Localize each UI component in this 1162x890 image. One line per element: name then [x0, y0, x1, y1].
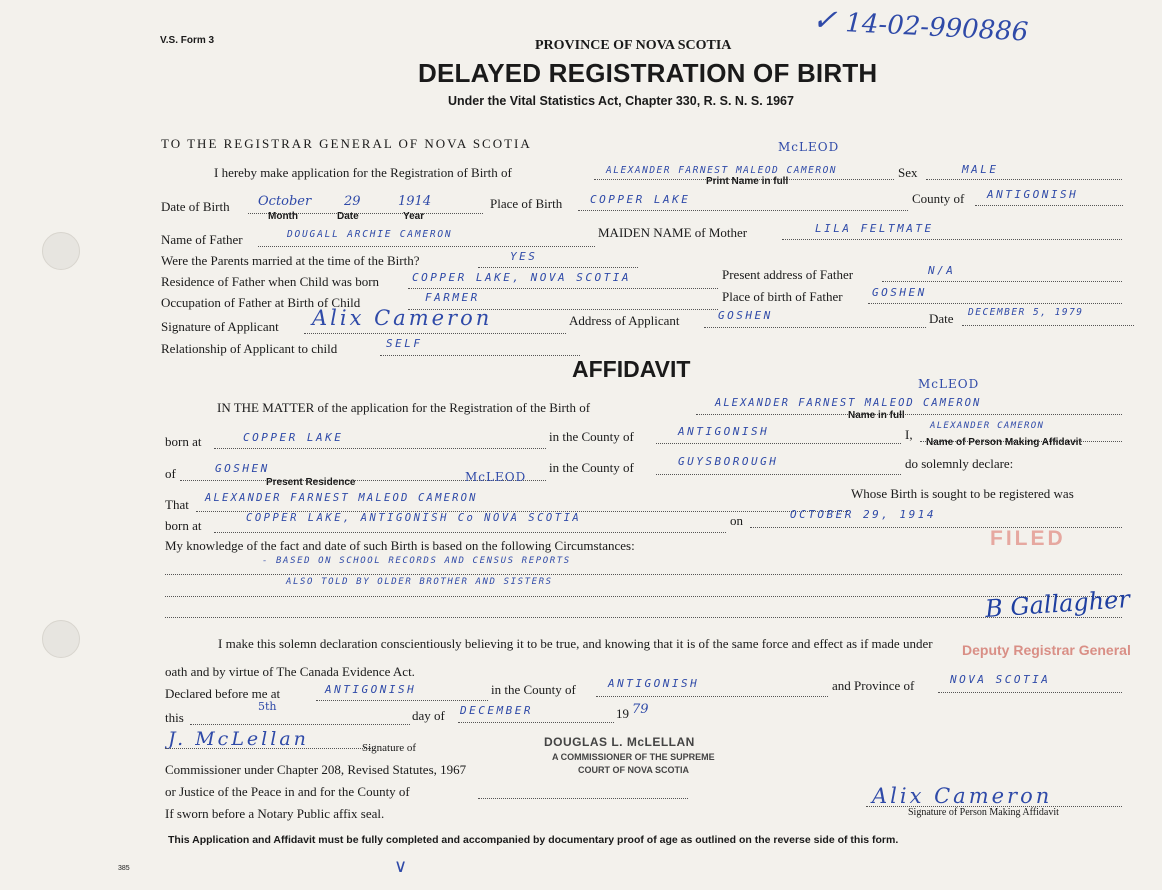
applicant-signature-value: Alix Cameron [312, 306, 493, 330]
born-at2-value: COPPER LAKE, ANTIGONISH Co NOVA SCOTIA [246, 512, 582, 524]
year-caption: Year [403, 211, 425, 222]
sex-value: MALE [962, 163, 999, 176]
in-county-label-2: in the County of [549, 460, 634, 475]
date-caption: Date [337, 211, 359, 222]
date-label: Date [929, 311, 954, 326]
month-caption: Month [268, 211, 298, 222]
born-at-label: born at [165, 434, 202, 449]
form-number: V.S. Form 3 [160, 35, 215, 46]
applicant-address-value: GOSHEN [718, 309, 773, 322]
print-code: 385 [118, 865, 130, 872]
county3-label: in the County of [491, 682, 576, 697]
day-value: 5th [258, 700, 277, 713]
page-subtitle: Under the Vital Statistics Act, Chapter 330, R. S. N. S. 1967 [448, 94, 794, 108]
deponent-name: ALEXANDER CAMERON [930, 421, 1045, 431]
justice-line: or Justice of the Peace in and for the County of [165, 784, 410, 799]
child-name-insert: McLEOD [778, 140, 840, 154]
month-value: DECEMBER [460, 704, 533, 717]
child-name: ALEXANDER FARNEST MALEOD CAMERON [606, 165, 838, 176]
whose-birth-label: Whose Birth is sought to be registered was [851, 486, 1074, 501]
solemn-line-1: I make this solemn declaration conscientiously believing it to be true, and knowing that it is of the same force and effect as if made under [218, 636, 933, 651]
applicant-signature-label: Signature of Applicant [161, 319, 279, 334]
print-name-caption: Print Name in full [706, 176, 789, 187]
relationship-label: Relationship of Applicant to child [161, 341, 338, 356]
that-label: That [165, 497, 189, 512]
dob-month: October [258, 194, 312, 209]
born-at2-label: born at [165, 518, 202, 533]
dob-year: 1914 [398, 194, 432, 209]
province-value: NOVA SCOTIA [950, 673, 1051, 686]
date-value: DECEMBER 5, 1979 [968, 307, 1084, 318]
name-in-full-caption: Name in full [848, 410, 905, 421]
place-of-birth-label: Place of Birth [490, 196, 563, 211]
year-prefix: 19 [616, 706, 629, 721]
dob-day: 29 [344, 194, 361, 209]
year-value: 79 [632, 702, 649, 717]
father-present-address-value: N/A [928, 264, 956, 277]
day-of-label: day of [412, 708, 445, 723]
parents-married-value: YES [510, 250, 538, 263]
commissioner-stamp-line1: A COMMISSIONER OF THE SUPREME [552, 752, 715, 762]
declared-place: ANTIGONISH [325, 683, 417, 696]
matter-name-insert: McLEOD [918, 377, 980, 391]
father-present-address-label: Present address of Father [722, 267, 854, 282]
notary-line: If sworn before a Notary Public affix seal. [165, 806, 385, 821]
father-name-value: DOUGALL ARCHIE CAMERON [287, 229, 453, 240]
father-residence-value: COPPER LAKE, NOVA SCOTIA [412, 271, 631, 284]
province-label: and Province of [832, 678, 915, 693]
footer-notice: This Application and Affidavit must be fully completed and accompanied by documentary proof of age as outlined on the reverse side of this form. [168, 834, 899, 846]
place-of-birth-value: COPPER LAKE [590, 193, 691, 206]
deponent-caption: Name of Person Making Affidavit [926, 437, 1082, 448]
county2-value: GUYSBOROUGH [678, 455, 779, 468]
that-name-insert: McLEOD [465, 470, 527, 484]
page-title: DELAYED REGISTRATION OF BIRTH [418, 58, 878, 88]
present-residence-caption: Present Residence [266, 477, 356, 488]
province-heading: PROVINCE OF NOVA SCOTIA [535, 38, 732, 53]
county3-value: ANTIGONISH [608, 677, 700, 690]
relationship-value: SELF [386, 337, 423, 350]
circumstance-2: ALSO TOLD BY OLDER BROTHER AND SISTERS [286, 577, 553, 587]
mother-maiden-value: LILA FELTMATE [815, 222, 934, 235]
knowledge-label: My knowledge of the fact and date of such Birth is based on the following Circumstances: [165, 538, 635, 553]
parents-married-label: Were the Parents married at the time of the Birth? [161, 253, 420, 268]
file-number: ✓ 14-02-990886 [811, 2, 1029, 48]
father-occupation-label: Occupation of Father at Birth of Child [161, 295, 361, 310]
filed-stamp: FILED [990, 527, 1066, 550]
on-value: OCTOBER 29, 1914 [790, 508, 936, 521]
punch-hole-top [42, 232, 80, 270]
commissioner-signature: J. McLellan [168, 728, 309, 750]
father-occupation-value: FARMER [425, 291, 480, 304]
deponent-signature: Alix Cameron [872, 784, 1053, 808]
mother-maiden-label: MAIDEN NAME of Mother [598, 225, 748, 240]
father-birthplace-value: GOSHEN [872, 286, 927, 299]
commissioner-stamp-name: DOUGLAS L. McLELLAN [544, 735, 695, 749]
deputy-registrar-stamp: Deputy Registrar General [962, 642, 1131, 658]
signature-of-caption: Signature of [362, 742, 417, 754]
solemn-line-2: oath and by virtue of The Canada Evidence Act. [165, 664, 415, 679]
of-label: of [165, 466, 176, 481]
punch-hole-bottom [42, 620, 80, 658]
matter-name: ALEXANDER FARNEST MALEOD CAMERON [715, 397, 982, 409]
in-county-label-1: in the County of [549, 429, 634, 444]
addressee: TO THE REGISTRAR GENERAL OF NOVA SCOTIA [161, 136, 532, 151]
dob-label: Date of Birth [161, 199, 230, 214]
i-label: I, [905, 427, 913, 442]
matter-label: IN THE MATTER of the application for the Registration of the Birth of [217, 400, 591, 415]
county-value: ANTIGONISH [987, 188, 1079, 201]
affidavit-heading: AFFIDAVIT [572, 356, 691, 382]
bottom-check-mark: ∨ [394, 856, 408, 877]
file-number-text: 14-02-990886 [844, 8, 1029, 48]
born-at-value: COPPER LAKE [243, 431, 344, 444]
county1-value: ANTIGONISH [678, 425, 770, 438]
father-name-label: Name of Father [161, 232, 243, 247]
sex-label: Sex [898, 165, 918, 180]
deponent-signature-caption: Signature of Person Making Affidavit [908, 807, 1059, 818]
county-label: County of [912, 191, 965, 206]
father-residence-label: Residence of Father when Child was born [161, 274, 380, 289]
applicant-address-label: Address of Applicant [569, 313, 680, 328]
registrar-signature: B Gallagher [984, 584, 1131, 624]
father-birthplace-label: Place of birth of Father [722, 289, 843, 304]
circumstance-1: - BASED ON SCHOOL RECORDS AND CENSUS REPORTS [262, 556, 571, 566]
residence-value: GOSHEN [215, 462, 270, 475]
that-name: ALEXANDER FARNEST MALEOD CAMERON [205, 492, 478, 504]
declared-label: Declared before me at [165, 686, 281, 701]
on-label: on [730, 513, 743, 528]
commissioner-line: Commissioner under Chapter 208, Revised Statutes, 1967 [165, 762, 467, 777]
intro-label: I hereby make application for the Registration of Birth of [214, 165, 512, 180]
declare-label: do solemnly declare: [905, 456, 1014, 471]
commissioner-stamp-line2: COURT OF NOVA SCOTIA [578, 765, 689, 775]
this-label: this [165, 710, 184, 725]
